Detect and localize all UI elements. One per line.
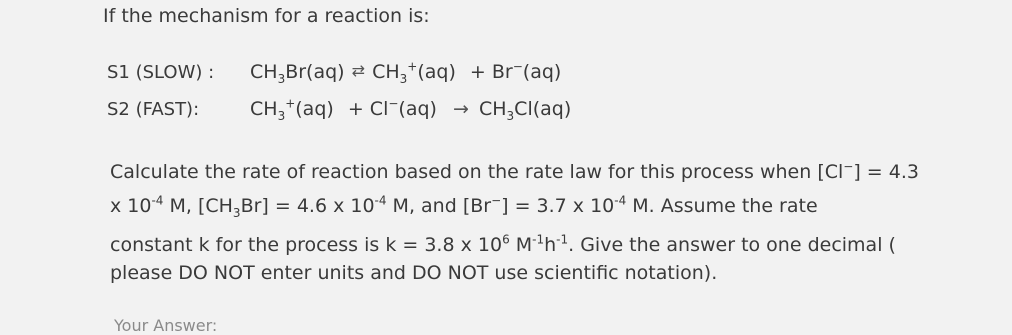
eq2-product: CH [478, 98, 507, 120]
eq2-reactant1-sub: 3 [277, 108, 286, 123]
eq1-reactant: CH [250, 61, 278, 83]
eq1-product1: CH [372, 61, 400, 83]
q2-exp2: -4 [374, 193, 387, 208]
question-line-2 [110, 193, 818, 220]
q3-exp2: -1 [532, 232, 545, 247]
q3-exp3: -1 [556, 232, 569, 247]
eq2-reactant1: CH [250, 98, 278, 120]
q3-exp1: 6 [502, 232, 510, 247]
eq1-reactant-sub: 3 [277, 71, 286, 86]
q1-end: ] = 4.3 [853, 161, 919, 183]
q2-b: M, [CH [163, 195, 233, 217]
eq1-reactant-rest: Br(aq) [285, 61, 345, 83]
question-intro: If the mechanism for a reaction is: [103, 5, 430, 27]
q2-exp3: -4 [614, 193, 627, 208]
step-s1-label: S1 (SLOW) : [107, 62, 215, 83]
q1-text: Calculate the rate of reaction based on the rate law for this process when [Cl [110, 161, 844, 183]
answer-label: Your Answer: [114, 316, 218, 335]
q1-charge: − [843, 159, 854, 174]
eq1-product1-charge: + [407, 59, 418, 74]
q3-c: h [544, 234, 557, 256]
eq2-product-rest: Cl(aq) [514, 98, 572, 120]
eq2-reactant2-charge: − [388, 96, 399, 111]
question-line-1 [110, 161, 919, 183]
q2-charge: − [491, 193, 502, 208]
eq2-reactant1-state: (aq) [295, 98, 334, 120]
q3-a: constant k for the process is k = 3.8 x 10 [110, 234, 503, 256]
q3-d: . Give the answer to one decimal ( [568, 234, 896, 256]
eq1-product2: + Br [469, 61, 513, 83]
q2-d: M, and [Br [386, 195, 492, 217]
eq2-reactant2: + Cl [347, 98, 389, 120]
q3-b: M [509, 234, 533, 256]
step-s2-equation [250, 96, 572, 123]
q2-a: x 10 [110, 195, 152, 217]
eq2-reactant2-state: (aq) [398, 98, 437, 120]
q2-sub: 3 [232, 205, 241, 220]
equilibrium-arrow-icon: ⇄ [351, 61, 366, 80]
step-s1-equation [250, 59, 562, 86]
question-line-3 [110, 234, 896, 256]
step-s2-label: S2 (FAST): [107, 99, 200, 120]
question-line-4: please DO NOT enter units and DO NOT use scientific notation). [110, 262, 718, 284]
q2-c: Br] = 4.6 x 10 [240, 195, 375, 217]
eq1-product1-state: (aq) [417, 61, 456, 83]
forward-arrow-icon: → [453, 98, 469, 120]
eq1-product1-sub: 3 [399, 71, 408, 86]
eq1-product2-charge: − [512, 59, 523, 74]
eq1-product2-state: (aq) [522, 61, 562, 83]
eq2-reactant1-charge: + [285, 96, 296, 111]
q2-f: M. Assume the rate [626, 195, 818, 217]
q2-e: ] = 3.7 x 10 [501, 195, 615, 217]
eq2-product-sub: 3 [506, 108, 515, 123]
q2-exp1: -4 [151, 193, 164, 208]
